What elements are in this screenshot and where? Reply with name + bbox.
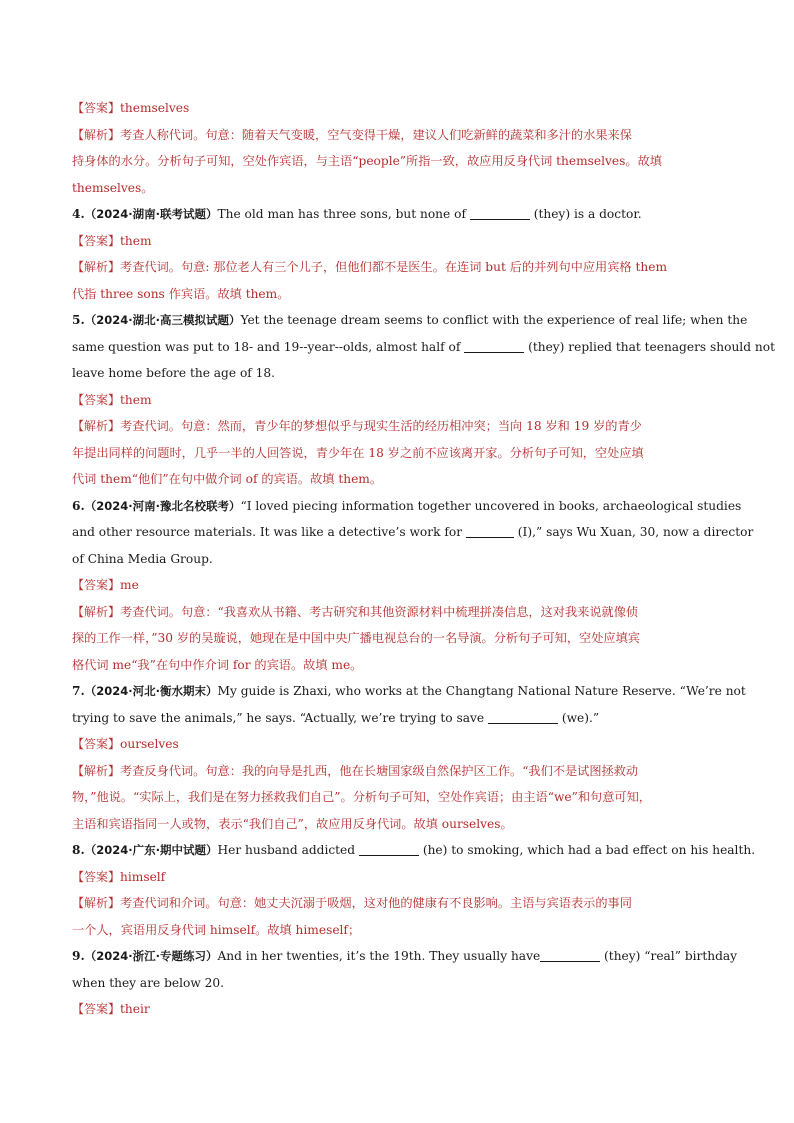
answer-blank — [470, 205, 530, 220]
analysis-line-q4-1: 【解析】考查代词。句意: 那位老人有三个儿子，但他们都不是医生。在连词 but 后的并列句中应用宾格 them — [72, 260, 667, 274]
answer-line-q9: 【答案】their — [72, 1002, 150, 1016]
analysis-line-q8-1: 【解析】考查代词和介词。句意：她丈夫沉溺于吸烟，这对他的健康有不良影响。主语与宾语表示的事同 — [72, 896, 632, 910]
answer-line-q4: 【答案】them — [72, 233, 152, 248]
analysis-line-q6-3: 格代词 me“我”在句中作介词 for 的宾语。故填 me。 — [72, 657, 363, 672]
analysis-line-q6-2: 探的工作一样，”30 岁的吴璇说，她现在是中国中央广播电视总台的一名导演。分析句子可知，空处应填宾 — [72, 631, 640, 645]
question-5-line-3: leave home before the age of 18. — [72, 366, 276, 380]
analysis-line-q6-1: 【解析】考查代词。句意：“我喜欢从书籍、考古研究和其他资源材料中梳理拼凑信息，这对我来说就像侦 — [72, 604, 639, 619]
question-9-line-2: when they are below 20. — [72, 975, 225, 990]
analysis-line-q5-1: 【解析】考查代词。句意：然而，青少年的梦想似乎与现实生活的经历相冲突；当向 18 岁和 19 岁的青少 — [72, 419, 642, 433]
answer-blank — [359, 841, 419, 856]
answer-line-q8: 【答案】himself — [72, 869, 166, 884]
analysis-line-q7-1: 【解析】考查反身代词。句意：我的向导是扎西，他在长塘国家级自然保护区工作。“我们不是试图拯救动 — [72, 763, 639, 778]
analysis-line-q3-1: 【解析】考查人称代词。句意：随着天气变暖，空气变得干燥，建议人们吃新鲜的蔬菜和多汁的水果来保 — [72, 127, 632, 142]
answer-q3: themselves — [120, 101, 190, 115]
question-8: 8.（2024·广东·期中试题）Her husband addicted (he) to smoking, which had a bad effect on his health. — [72, 843, 756, 857]
answer-line-q7: 【答案】ourselves — [72, 737, 179, 751]
analysis-line-q7-2: 物，”他说。“实际上，我们是在努力拯救我们自己”。分析句子可知，空处作宾语；由主语“we”和句意可知， — [72, 790, 651, 804]
analysis-line-q3-2: 持身体的水分。分析句子可知，空处作宾语，与主语“people”所指一致，故应用反身代词 themselves。故填 — [72, 154, 662, 168]
analysis-line-q5-3: 代词 them“他们”在句中做介词 of 的宾语。故填 them。 — [72, 472, 383, 486]
analysis-line-q7-3: 主语和宾语指同一人或物，表示“我们自己”，故应用反身代词。故填 ourselves。 — [72, 816, 513, 831]
question-6-line-3: of China Media Group. — [72, 551, 213, 566]
question-4: 4.（2024·湖南·联考试题）The old man has three sons, but none of (they) is a doctor. — [72, 207, 642, 221]
question-6-line-1: 6.（2024·河南·豫北名校联考）“I loved piecing information together uncovered in books, archaeological studies — [72, 498, 742, 513]
analysis-line-q5-2: 年提出同样的问题时，几乎一半的人回答说，青少年在 18 岁之前不应该离开家。分析句子可知，空处应填 — [72, 445, 644, 460]
answer-blank — [540, 947, 600, 962]
answer-line-q6: 【答案】me — [72, 578, 139, 592]
answer-blank — [466, 523, 514, 538]
answer-blank — [464, 338, 524, 353]
question-7-line-2: trying to save the animals,” he says. “Actually, we’re trying to save (we).” — [72, 710, 600, 725]
question-7-line-1: 7.（2024·河北·衡水期末）My guide is Zhaxi, who works at the Changtang National Nature Reserve. “We’re not — [72, 684, 746, 698]
question-5-line-1: 5.（2024·湖北·高三模拟试题）Yet the teenage dream seems to conflict with the experience of real life; when the — [72, 313, 748, 327]
answer-line-q5: 【答案】them — [72, 392, 152, 407]
question-9-line-1: 9.（2024·浙江·专题练习）And in her twenties, it’s the 19th. They usually have (they) “real” birthday — [72, 949, 738, 963]
analysis-line-q4-2: 代指 three sons 作宾语。故填 them。 — [72, 286, 290, 301]
analysis-line-q8-2: 一个人，宾语用反身代词 himself。故填 himeself； — [72, 922, 361, 937]
question-5-line-2: same question was put to 18- and 19--year--olds, almost half of (they) replied that teenagers should not — [72, 339, 775, 354]
question-6-line-2: and other resource materials. It was like a detective’s work for (I),” says Wu Xuan, 30, now a director — [72, 525, 754, 539]
answer-blank — [488, 709, 558, 724]
answer-line-q3: 【答案】themselves — [72, 101, 190, 115]
analysis-line-q3-3: themselves。 — [72, 180, 154, 195]
